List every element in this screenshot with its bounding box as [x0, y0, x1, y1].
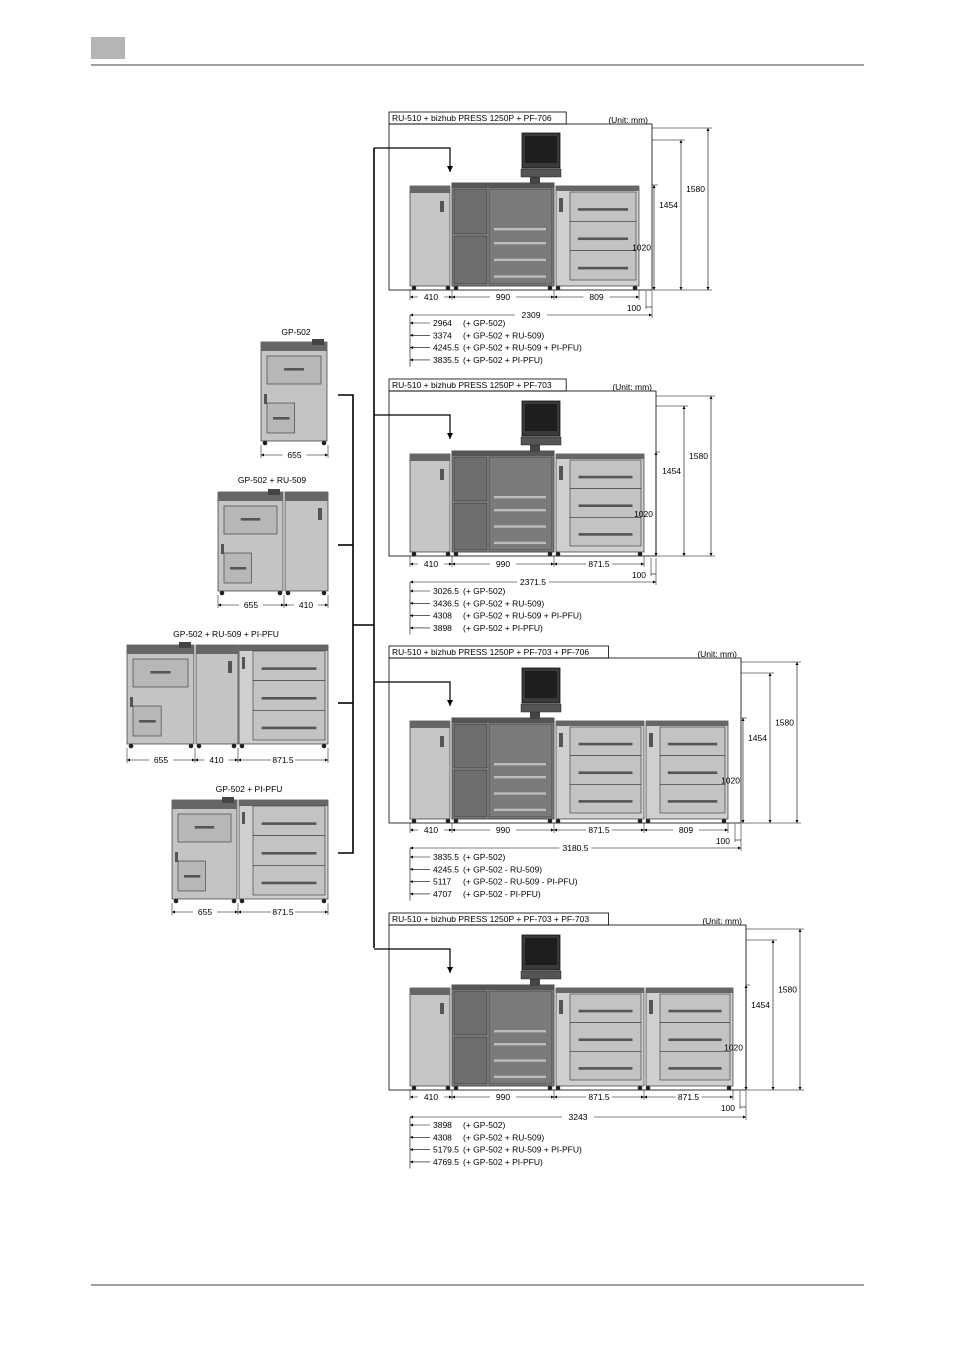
paper-drawer: [570, 1051, 641, 1080]
width-label: 655: [197, 907, 213, 917]
caster-wheel: [322, 441, 327, 446]
paper-drawer: [660, 1051, 730, 1080]
unit-handle: [440, 201, 444, 212]
caster-wheel: [446, 552, 451, 557]
unit-handle: [559, 198, 563, 212]
width-label: 809: [589, 292, 604, 302]
option-config-4: [172, 784, 328, 917]
width-label: 871.5: [677, 1092, 700, 1102]
width-label: 990: [495, 559, 511, 569]
front-door: [454, 770, 487, 817]
drawer-handle: [262, 667, 317, 670]
unit-top-edge: [556, 454, 644, 459]
caster-wheel: [412, 286, 417, 291]
drawer-handle: [262, 697, 317, 700]
panel-handle: [284, 368, 304, 371]
option-title: GP-502 + RU-509 + PI-PFU: [173, 629, 279, 639]
unit-handle: [649, 733, 653, 747]
width-label: 410: [423, 825, 439, 835]
paper-drawer: [660, 1023, 730, 1052]
option-total: 4245.5: [433, 864, 459, 875]
caster-wheel: [240, 744, 245, 749]
caster-wheel: [454, 819, 459, 824]
unit-top-edge: [239, 800, 328, 806]
top-module: [222, 797, 234, 803]
tray-bay: [489, 991, 552, 1084]
front-door: [454, 236, 487, 284]
drawer-handle: [579, 533, 633, 536]
control-keypad: [521, 704, 561, 712]
unit-label: (Unit: mm): [697, 649, 737, 659]
monitor-screen: [525, 404, 557, 431]
offset-label: 100: [715, 836, 730, 846]
caster-wheel: [446, 1086, 451, 1091]
total-width-label: 3180.5: [562, 843, 589, 853]
caster-wheel: [548, 819, 553, 824]
unit-handle: [228, 661, 232, 673]
width-label: 655: [243, 600, 259, 610]
tray-handle: [494, 259, 546, 261]
option-total: 5179.5: [433, 1144, 459, 1155]
drawer-handle: [579, 743, 633, 746]
caster-wheel: [633, 286, 638, 291]
paper-drawer: [660, 756, 725, 785]
drawer-handle: [262, 852, 317, 855]
tray-handle: [494, 1059, 546, 1061]
drawer-handle: [579, 1038, 633, 1041]
option-title: GP-502: [281, 327, 311, 337]
width-label: 871.5: [272, 755, 294, 765]
caster-wheel: [232, 899, 237, 904]
tray-handle: [494, 1043, 546, 1045]
caster-wheel: [412, 819, 417, 824]
caster-wheel: [412, 1086, 417, 1091]
drawer-handle: [579, 1067, 633, 1070]
caster-wheel: [240, 899, 245, 904]
unit-top-edge: [646, 721, 728, 726]
unit-top-edge: [410, 186, 450, 193]
unit-top-edge: [410, 988, 450, 995]
unit-handle: [130, 697, 133, 707]
unit-top-edge: [646, 988, 733, 993]
panel-handle: [184, 875, 200, 878]
entry-arrow: [374, 148, 450, 172]
caster-wheel: [232, 744, 237, 749]
unit-handle: [440, 1003, 444, 1014]
drawer-handle: [262, 882, 317, 885]
option-config-2: [218, 475, 328, 610]
unit-top-edge: [239, 645, 328, 651]
control-keypad: [521, 169, 561, 177]
panel-handle: [139, 720, 156, 723]
option-total: 4308: [433, 610, 452, 621]
unit-handle: [440, 469, 444, 480]
tray-handle: [494, 496, 546, 498]
unit-handle: [221, 544, 224, 554]
control-keypad: [521, 971, 561, 979]
caster-wheel: [197, 744, 202, 749]
caster-wheel: [454, 552, 459, 557]
monitor-screen: [525, 671, 557, 698]
option-total: 4245.5: [433, 342, 459, 353]
width-label: 871.5: [588, 1092, 610, 1102]
tray-handle: [494, 1076, 546, 1078]
total-width-label: 2309: [521, 310, 541, 320]
unit-handle: [242, 812, 245, 824]
control-keypad: [521, 437, 561, 445]
caster-wheel: [548, 286, 553, 291]
unit-handle: [649, 1000, 653, 1014]
drawer-handle: [668, 800, 717, 803]
option-note: (+ GP-502 - RU-509): [463, 864, 543, 875]
ru-510-unit: [410, 454, 450, 552]
width-label: 655: [287, 450, 302, 460]
drawer-handle: [668, 771, 717, 774]
chapter-tab: [91, 37, 125, 59]
width-label: 410: [423, 1092, 439, 1102]
panel-handle: [273, 417, 290, 420]
tray-bay: [489, 457, 552, 550]
height-label: 1580: [689, 451, 708, 461]
paper-drawer: [570, 784, 641, 813]
option-total: 4707: [433, 888, 452, 899]
option-note: (+ GP-502): [463, 852, 506, 862]
panel-handle: [230, 567, 246, 570]
panel-handle: [195, 826, 215, 829]
drawer-handle: [579, 504, 633, 507]
unit-handle: [175, 852, 178, 862]
caster-wheel: [454, 286, 459, 291]
caster-wheel: [263, 441, 268, 446]
paper-drawer: [253, 806, 325, 836]
paper-drawer: [570, 727, 641, 756]
top-module: [179, 642, 191, 648]
paper-drawer: [253, 681, 325, 711]
paper-drawer: [570, 1023, 641, 1052]
width-label: 410: [298, 600, 314, 610]
front-door: [454, 991, 487, 1035]
height-label: 1020: [632, 242, 651, 253]
option-total: 4769.5: [433, 1156, 459, 1167]
caster-wheel: [322, 591, 327, 596]
caster-wheel: [556, 552, 561, 557]
offset-label: 100: [631, 570, 646, 580]
tray-handle: [494, 542, 546, 544]
paper-drawer: [570, 221, 636, 250]
caster-wheel: [174, 899, 179, 904]
ru-510-unit: [410, 988, 450, 1086]
option-total: 3835.5: [433, 852, 459, 862]
width-label: 410: [209, 755, 224, 765]
caster-wheel: [286, 591, 291, 596]
option-note: (+ GP-502 + RU-509): [463, 330, 545, 341]
option-note: (+ GP-502 + PI-PFU): [463, 1156, 543, 1167]
height-label: 1454: [751, 1000, 770, 1010]
ru-509-unit: [196, 645, 238, 744]
caster-wheel: [556, 819, 561, 824]
option-note: (+ GP-502 + PI-PFU): [463, 354, 543, 365]
front-door: [454, 189, 487, 234]
width-label: 410: [423, 559, 439, 569]
panel-title: RU-510 + bizhub PRESS 1250P + PF-703 + PF-706: [392, 647, 590, 657]
drawer-handle: [579, 771, 633, 774]
unit-handle: [559, 733, 563, 747]
tray-handle: [494, 1030, 546, 1032]
option-note: (+ GP-502): [463, 586, 506, 596]
option-note: (+ GP-502 + RU-509): [463, 1132, 545, 1143]
caster-wheel: [548, 552, 553, 557]
height-label: 1454: [662, 466, 681, 476]
unit-top-edge: [196, 645, 238, 654]
width-label: 655: [153, 755, 169, 765]
width-label: 990: [495, 292, 511, 302]
option-note: (+ GP-502 + RU-509 + PI-PFU): [463, 1144, 582, 1155]
front-door: [454, 1037, 487, 1084]
unit-label: (Unit: mm): [702, 916, 742, 926]
drawer-handle: [579, 476, 633, 479]
option-note: (+ GP-502 + PI-PFU): [463, 622, 543, 633]
option-total: 3436.5: [433, 598, 459, 609]
unit-top-edge: [556, 721, 644, 726]
top-module: [312, 339, 324, 345]
option-total: 3898: [433, 622, 452, 633]
option-title: GP-502 + PI-PFU: [215, 784, 283, 794]
caster-wheel: [556, 286, 561, 291]
unit-handle: [242, 657, 245, 669]
option-note: (+ GP-502): [463, 1120, 506, 1130]
option-total: 4308: [433, 1132, 452, 1143]
option-note: (+ GP-502 + RU-509): [463, 598, 545, 609]
height-label: 1020: [724, 1042, 743, 1053]
panel-1: [374, 112, 712, 367]
height-label: 1454: [748, 733, 767, 743]
tray-handle: [494, 809, 546, 811]
caster-wheel: [556, 1086, 561, 1091]
connector-lines: [338, 148, 374, 948]
unit-handle: [318, 508, 322, 520]
paper-drawer: [570, 251, 636, 280]
drawer-handle: [578, 267, 628, 270]
paper-drawer: [570, 517, 641, 546]
unit-top-edge: [410, 721, 450, 728]
paper-drawer: [570, 460, 641, 489]
caster-wheel: [638, 1086, 643, 1091]
offset-label: 100: [720, 1103, 735, 1113]
monitor-screen: [525, 938, 557, 965]
unit-label: (Unit: mm): [608, 115, 648, 125]
tray-handle: [494, 792, 546, 794]
option-total: 5117: [433, 876, 452, 887]
panel-handle: [150, 671, 170, 674]
option-note: (+ GP-502 - RU-509 - PI-PFU): [463, 876, 578, 887]
option-note: (+ GP-502): [463, 318, 506, 328]
tray-bay: [489, 189, 552, 284]
drawer-handle: [579, 1010, 633, 1013]
width-label: 410: [423, 292, 439, 302]
width-label: 871.5: [588, 825, 610, 835]
option-total: 3374: [433, 330, 452, 341]
caster-wheel: [412, 552, 417, 557]
panel-2: [374, 379, 715, 635]
paper-drawer: [660, 727, 725, 756]
entry-arrow: [374, 682, 450, 706]
unit-handle: [264, 394, 267, 404]
unit-label: (Unit: mm): [612, 382, 652, 392]
caster-wheel: [129, 744, 134, 749]
front-door: [454, 457, 487, 501]
panel-title: RU-510 + bizhub PRESS 1250P + PF-703 + PF-703: [392, 914, 590, 924]
height-label: 1580: [778, 984, 797, 995]
tray-handle: [494, 763, 546, 765]
caster-wheel: [722, 819, 727, 824]
caster-wheel: [646, 1086, 651, 1091]
total-width-label: 2371.5: [520, 577, 546, 587]
caster-wheel: [638, 819, 643, 824]
drawer-handle: [668, 1010, 721, 1013]
tray-handle: [494, 228, 546, 230]
panel-title: RU-510 + bizhub PRESS 1250P + PF-703: [392, 380, 552, 390]
unit-handle: [559, 466, 563, 480]
tray-handle: [494, 776, 546, 778]
paper-drawer: [570, 756, 641, 785]
drawer-handle: [262, 727, 317, 730]
tray-handle: [494, 525, 546, 527]
unit-handle: [440, 736, 444, 747]
unit-top-edge: [556, 186, 639, 191]
caster-wheel: [446, 819, 451, 824]
paper-drawer: [570, 192, 636, 221]
width-label: 871.5: [588, 559, 610, 569]
entry-arrow: [374, 415, 450, 439]
height-label: 1020: [634, 509, 653, 519]
drawer-handle: [262, 822, 317, 825]
option-note: (+ GP-502 - PI-PFU): [463, 888, 541, 899]
unit-top-edge: [285, 492, 328, 501]
unit-top-edge: [410, 454, 450, 461]
paper-drawer: [570, 489, 641, 518]
option-title: GP-502 + RU-509: [237, 475, 307, 485]
front-door: [454, 503, 487, 550]
monitor-screen: [525, 136, 557, 163]
front-door: [454, 724, 487, 768]
tray-handle: [494, 275, 546, 277]
caster-wheel: [322, 899, 327, 904]
drawer-handle: [578, 237, 628, 240]
width-label: 990: [495, 825, 511, 835]
entry-arrow: [374, 949, 450, 973]
tray-handle: [494, 509, 546, 511]
caster-wheel: [548, 1086, 553, 1091]
panel-3: [374, 646, 801, 901]
height-label: 1580: [686, 184, 705, 194]
option-total: 3835.5: [433, 354, 459, 365]
width-label: 871.5: [272, 907, 294, 917]
unit-handle: [559, 1000, 563, 1014]
option-total: 3898: [433, 1120, 452, 1130]
width-label: 809: [678, 825, 694, 835]
drawer-handle: [579, 800, 633, 803]
option-config-3: [127, 629, 328, 765]
option-config-1: [261, 327, 328, 460]
paper-drawer: [660, 784, 725, 813]
paper-drawer: [253, 651, 325, 681]
ru-510-unit: [410, 721, 450, 819]
paper-drawer: [660, 994, 730, 1023]
drawer-handle: [668, 1067, 721, 1070]
panel-title: RU-510 + bizhub PRESS 1250P + PF-706: [392, 113, 552, 123]
total-width-label: 3243: [568, 1112, 588, 1122]
paper-drawer: [253, 836, 325, 866]
caster-wheel: [727, 1086, 732, 1091]
caster-wheel: [454, 1086, 459, 1091]
option-note: (+ GP-502 + RU-509 + PI-PFU): [463, 610, 582, 621]
caster-wheel: [638, 552, 643, 557]
ru-509-unit: [285, 492, 328, 591]
paper-drawer: [570, 994, 641, 1023]
panel-4: [374, 913, 804, 1169]
caster-wheel: [220, 591, 225, 596]
offset-label: 100: [626, 303, 641, 313]
unit-top-edge: [556, 988, 644, 993]
drawer-handle: [668, 1038, 721, 1041]
height-label: 1020: [721, 775, 740, 786]
height-label: 1454: [659, 200, 678, 210]
tray-bay: [489, 724, 552, 817]
caster-wheel: [189, 744, 194, 749]
tray-handle: [494, 242, 546, 244]
option-note: (+ GP-502 + RU-509 + PI-PFU): [463, 342, 582, 353]
caster-wheel: [446, 286, 451, 291]
top-module: [268, 489, 280, 495]
option-total: 3026.5: [433, 586, 459, 596]
drawer-handle: [578, 208, 628, 211]
height-label: 1580: [775, 717, 794, 728]
drawer-handle: [668, 743, 717, 746]
paper-drawer: [253, 710, 325, 740]
caster-wheel: [646, 819, 651, 824]
caster-wheel: [278, 591, 283, 596]
panel-handle: [241, 518, 261, 521]
paper-drawer: [253, 865, 325, 895]
width-label: 990: [495, 1092, 511, 1102]
option-total: 2964: [433, 318, 452, 328]
caster-wheel: [322, 744, 327, 749]
